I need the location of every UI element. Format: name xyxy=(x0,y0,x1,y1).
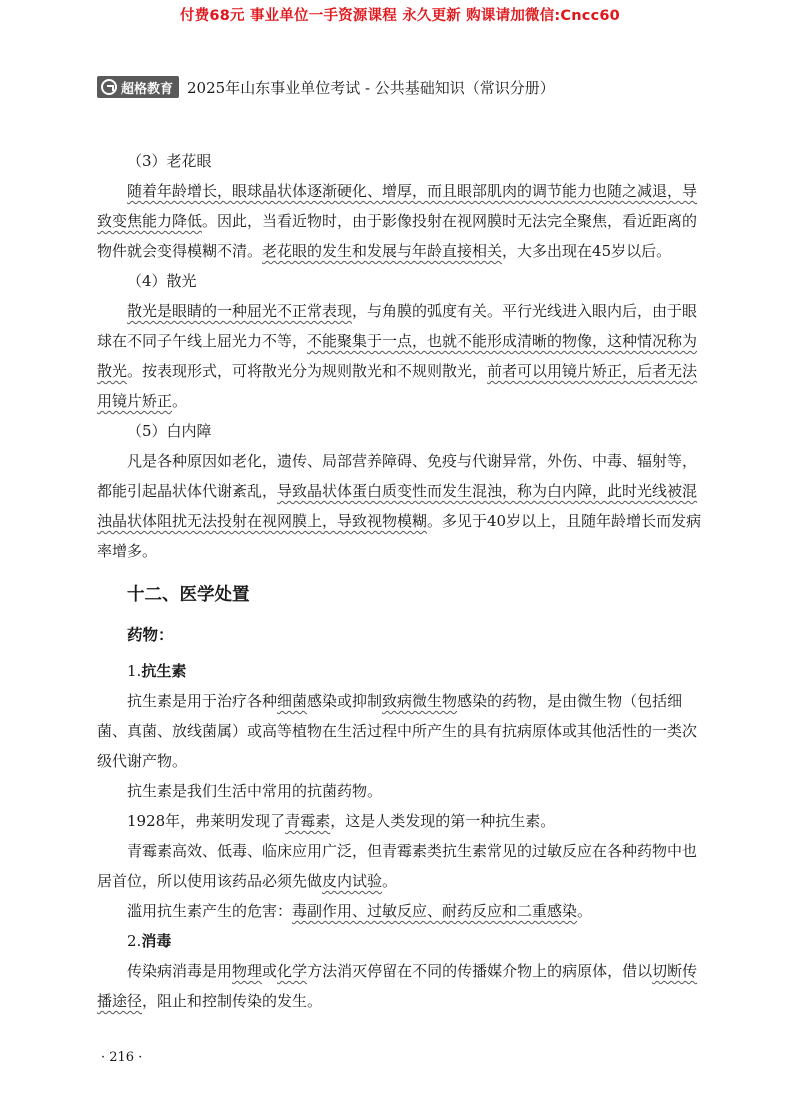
underlined-text: 不能聚集于一点，也就不能形成清晰的物像，这种情况称为散光 xyxy=(97,332,698,380)
drugs-heading: 药物： xyxy=(127,626,174,644)
underlined-text: 导致晶状体蛋白质变性而发生混浊，称为白内障，此时光线被混浊晶状体阻扰无法投射在视网膜上，导致视物模糊 xyxy=(97,482,698,530)
underlined-text: 老花眼的发生和发展与年龄直接相关 xyxy=(262,242,503,260)
body-text: ，这是人类发现的第一种抗生素。 xyxy=(330,812,556,830)
header-title: 2025年山东事业单位考试 - 公共基础知识（常识分册） xyxy=(187,78,555,97)
brand-logo xyxy=(97,76,179,98)
body-text: 。 xyxy=(172,392,188,410)
heading-number: 2. xyxy=(127,932,142,950)
underlined-text: 前者可以用镜片矫正，后者无法用镜片矫正 xyxy=(97,362,698,410)
heading-number: 1. xyxy=(127,662,142,680)
body-text: 。 xyxy=(577,902,593,920)
underlined-text: 随着年龄增长，眼球晶状体逐渐硬化、增厚，而且眼部肌肉的调节能力也随之减退，导致变焦能力降低 xyxy=(97,182,698,230)
promo-banner: 付费68元 事业单位一手资源课程 永久更新 购课请加微信:Cncc60 xyxy=(180,8,620,24)
body-text: 滥用抗生素产生的危害： xyxy=(127,902,293,920)
body-text: 。按表现形式，可将散光分为规则散光和不规则散光， xyxy=(127,362,488,380)
antibiotics-heading xyxy=(97,656,705,686)
document-body xyxy=(97,146,705,1016)
logo-icon xyxy=(101,79,117,95)
presbyopia-paragraph xyxy=(97,176,705,266)
heading-text: 抗生素 xyxy=(141,662,187,680)
disinfection-paragraph xyxy=(97,956,705,1016)
body-text: 或 xyxy=(262,962,278,980)
astigmatism-heading: （4）散光 xyxy=(127,272,197,290)
antibiotics-paragraph-2: 抗生素是我们生活中常用的抗菌药物。 xyxy=(127,782,383,800)
body-text: ，大多出现在45岁以后。 xyxy=(502,242,672,260)
body-text: 感染或抑制 xyxy=(307,692,383,710)
astigmatism-paragraph xyxy=(97,296,705,416)
heading-text: 消毒 xyxy=(141,932,172,950)
body-text: 感染的药物，是由微生物（包括细菌、真菌、放线菌属）或高等植物在生活过程中所产生的具有抗病原体或其他活性的一类次级代谢产物。 xyxy=(97,692,698,770)
antibiotics-paragraph-4 xyxy=(97,836,705,896)
body-text: 传染病消毒是用 xyxy=(127,962,233,980)
body-text: 凡是各种原因如老化，遗传、局部营养障碍、免疫与代谢异常，外伤、中毒、辐射等，都能引起晶状体代谢紊乱， xyxy=(97,452,698,500)
underlined-text: 切断传播途径 xyxy=(97,962,698,1010)
underlined-text: 物理 xyxy=(232,962,263,980)
section-heading-medical: 十二、医学处置 xyxy=(127,585,250,605)
antibiotics-paragraph-5 xyxy=(97,896,705,926)
underlined-text: 毒副作用、过敏反应、耐药反应和二重感染 xyxy=(292,902,578,920)
antibiotics-paragraph-1 xyxy=(97,686,705,776)
antibiotics-paragraph-3 xyxy=(97,806,705,836)
body-text: 。多见于40岁以上，且随年龄增长而发病率增多。 xyxy=(97,512,702,560)
underlined-text: 细菌 xyxy=(277,692,308,710)
body-text: 方法消灭停留在不同的传播媒介物上的病原体，借以 xyxy=(307,962,653,980)
underlined-text: 化学 xyxy=(277,962,308,980)
disinfection-heading xyxy=(97,926,705,956)
body-text: ，与角膜的弧度有关。平行光线进入眼内后，由于眼球在不同子午线上屈光力不等， xyxy=(97,302,698,350)
underlined-text: 散光是眼睛的一种屈光不正常表现 xyxy=(127,302,353,320)
body-text: 抗生素是用于治疗各种 xyxy=(127,692,278,710)
logo-text: 超格教育 xyxy=(121,81,174,97)
underlined-text: 青霉素 xyxy=(285,812,331,830)
presbyopia-heading: （3）老花眼 xyxy=(127,152,212,170)
page-header xyxy=(97,73,555,101)
body-text: ，阻止和控制传染的发生。 xyxy=(142,992,323,1010)
cataract-heading: （5）白内障 xyxy=(127,422,212,440)
body-text: 。 xyxy=(382,872,398,890)
body-text: 。因此，当看近物时，由于影像投射在视网膜时无法完全聚焦，看近距离的物件就会变得模糊不清。 xyxy=(97,212,698,260)
underlined-text: 皮内试验 xyxy=(322,872,383,890)
body-text: 1928年，弗莱明发现了 xyxy=(127,812,286,830)
underlined-text: 致病微生物 xyxy=(382,692,458,710)
cataract-paragraph xyxy=(97,446,705,566)
page-number: · 216 · xyxy=(101,1050,143,1065)
body-text: 青霉素高效、低毒、临床应用广泛，但青霉素类抗生素常见的过敏反应在各种药物中也居首位，所以使用该药品必须先做 xyxy=(97,842,698,890)
